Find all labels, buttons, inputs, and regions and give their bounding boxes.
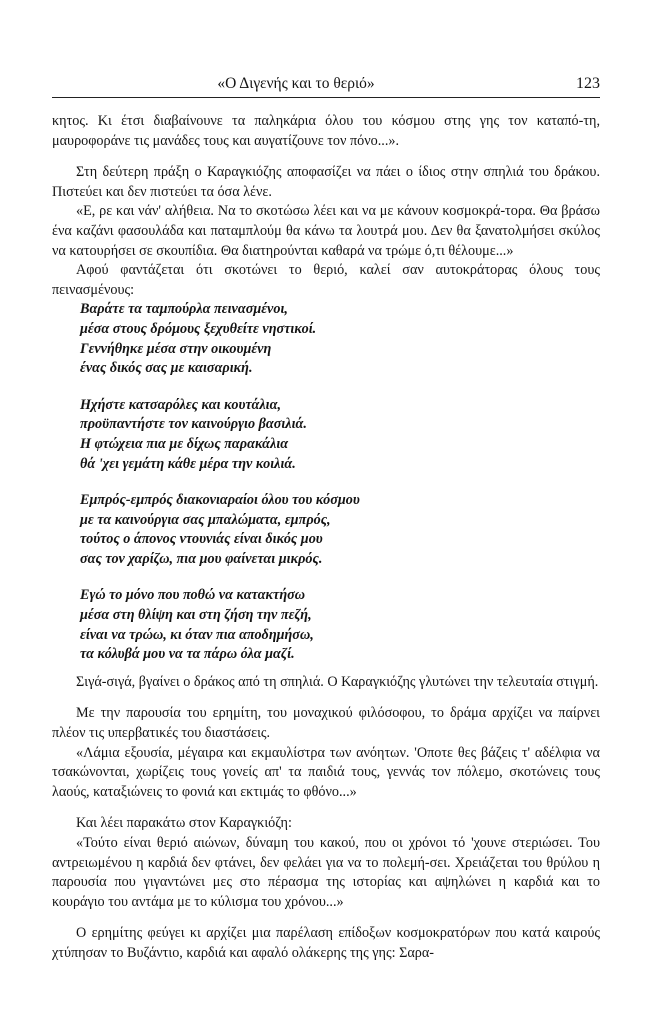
- poem-line: Βαράτε τα ταμπούρλα πεινασμένοι,: [80, 301, 288, 318]
- poem-line: Η φτώχεια πια με δίχως παρακάλια: [80, 435, 289, 452]
- paragraph: Στη δεύτερη πράξη ο Καραγκιόζης αποφασίζει να πάει ο ίδιος στην σπηλιά του δράκου. Πιστεύει και δεν πιστεύει τα όσα λένε.: [52, 164, 600, 200]
- poem-line: τούτος ο άπονος ντουνιάς είναι δικός μου: [80, 531, 323, 548]
- poem-line: Ηχήστε κατσαρόλες και κουτάλια,: [80, 396, 281, 413]
- paragraph: Σιγά-σιγά, βγαίνει ο δράκος από τη σπηλιά. Ο Καραγκιόζης γλυτώνει την τελευταία στιγμή.: [76, 673, 599, 690]
- header-rule: [52, 97, 600, 98]
- paragraph-continued: κητος. Κι έτσι διαβαίνουνε τα παληκάρια όλου του κόσμου στης γης τον καταπό-τη, μαυροφοράνε τις μανάδες τους και αυγατίζουνε τον πόνο...».: [52, 113, 600, 149]
- running-header: [52, 74, 600, 94]
- poem-stanza: [80, 491, 600, 569]
- poem-stanza: [80, 396, 600, 474]
- poem-line: με τα καινούργια σας μπαλώματα, εμπρός,: [80, 511, 331, 528]
- quote-paragraph: «Λάμια εξουσία, μέγαιρα και εκμαυλίστρα των ανόητων. 'Οποτε θες βάζεις τ' αδέλφια να τσακώνονται, χωρίζεις τους γονείς απ' τα παιδιά τους, γεννάς τον πόλεμο, σκοτώνεις τους λαούς, καταξιώνεις το φονιά και εκτιμάς το φθόνο...»: [52, 744, 600, 800]
- poem-line: σας τον χαρίζω, πια μου φαίνεται μικρός.: [80, 550, 323, 567]
- paragraph: Με την παρουσία του ερημίτη, του μοναχικού φιλόσοφου, το δράμα αρχίζει να παίρνει πλέον τις υπερβατικές του διαστάσεις.: [52, 705, 600, 742]
- poem-line: είναι να τρώω, κι όταν πια αποδημήσω,: [80, 626, 314, 643]
- page-number: 123: [576, 75, 600, 92]
- poem-line: Εγώ το μόνο που ποθώ να κατακτήσω: [80, 587, 306, 604]
- quote-paragraph: «Ε, ρε και νάν' αλήθεια. Να το σκοτώσω λέει και να με κάνουν κοσμοκρά-τορα. Θα βράσω ένα καζάνι φασουλάδα και παταμπλούμ θα κάνω τα λουτρά μου. Δεν θα ξανατολμήσει σκύλος να κατουρήσει σε σκουπίδια. Θα διατηρούνται καθαρά να τρώμε ό,τι θέλουμε...»: [52, 203, 600, 259]
- poem-line: μέσα στη θλίψη και στη ζήση την πεζή,: [80, 607, 312, 624]
- paragraph: Ο ερημίτης φεύγει κι αρχίζει μια παρέλαση επίδοξων κοσμοκρατόρων που κατά καιρούς χτύπησαν το Βυζάντιο, καρδιά και αφαλό ολάκερης της γης: Σαρα-: [52, 925, 600, 961]
- poem-line: Εμπρός-εμπρός διακονιαραίοι όλου του κόσμου: [80, 492, 360, 509]
- poem-line: προϋπαντήστε τον καινούργιο βασιλιά.: [80, 416, 307, 433]
- poem-line: θά 'χει γεμάτη κάθε μέρα την κοιλιά.: [80, 455, 296, 472]
- page-body: [52, 112, 600, 964]
- paragraph: Και λέει παρακάτω στον Καραγκιόζη:: [76, 815, 292, 832]
- quote-paragraph: «Τούτο είναι θεριό αιώνων, δύναμη του κακού, που οι χρόνοι τό 'χουνε στεριώσει. Του αντρειωμένου η καρδιά δεν φτάνει, δεν φελάει για να το πολεμή-σει. Χρειάζεται του θρύλου η παρουσία που γιγαντώνει μες στο πέρασμα της ιστορίας και αψηλώνει η καρδιά και το κουράγιο του αντάμα με το κύλισμα του χρόνου...»: [52, 835, 600, 910]
- running-header-title: «Ο Διγενής και το θεριό»: [217, 75, 375, 92]
- poem-line: μέσα στους δρόμους ξεχυθείτε νηστικοί.: [80, 320, 317, 337]
- poem-line: ένας δικός σας με καισαρική.: [80, 360, 253, 377]
- poem-line: τα κόλυβά μου να τα πάρω όλα μαζί.: [80, 646, 295, 663]
- paragraph: Αφού φαντάζεται ότι σκοτώνει το θεριό, καλεί σαν αυτοκράτορας όλους τους πεινασμένους:: [52, 262, 600, 298]
- poem-stanza: [80, 586, 600, 664]
- poem-stanza: [80, 300, 600, 378]
- poem: [80, 300, 600, 665]
- poem-line: Γεννήθηκε μέσα στην οικουμένη: [80, 340, 272, 357]
